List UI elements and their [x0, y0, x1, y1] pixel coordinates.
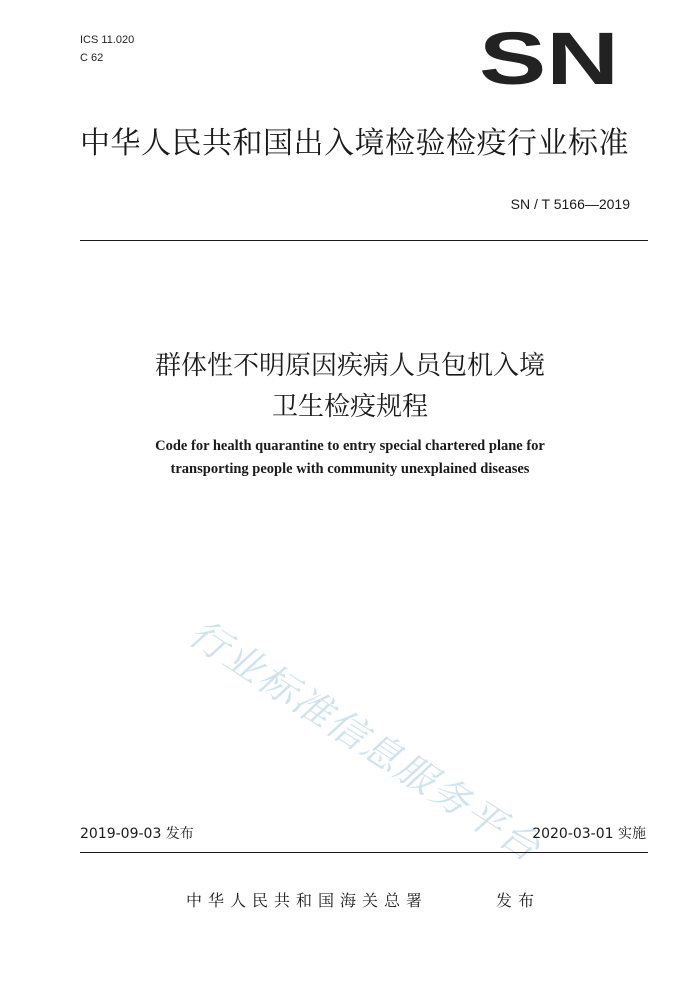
standard-number: SN / T 5166—2019 — [510, 196, 630, 212]
top-divider — [80, 240, 648, 241]
publisher-name: 中华人民共和国海关总署 — [186, 891, 429, 910]
publish-label: 发布 — [496, 891, 541, 910]
ics-code: ICS 11.020 — [80, 34, 135, 46]
watermark-text: 行业标准信息服务平台 — [181, 610, 541, 866]
ccs-code: C 62 — [80, 52, 104, 64]
issue-date: 2019-09-03 发布 — [80, 826, 194, 842]
implementation-date: 2020-03-01 实施 — [532, 826, 646, 842]
sn-logo — [478, 28, 620, 88]
title-en-line-1: Code for health quarantine to entry special chartered plane for — [155, 438, 545, 454]
title-zh-line-2: 卫生检疫规程 — [271, 392, 428, 422]
org-title: 中华人民共和国出入境检验检疫行业标准 — [80, 126, 629, 161]
title-zh-line-1: 群体性不明原因疾病人员包机入境 — [154, 351, 545, 381]
bottom-divider — [80, 852, 648, 853]
sn-logo-text: SN — [479, 28, 619, 88]
title-en-line-2: transporting people with community unexplained diseases — [170, 461, 530, 477]
